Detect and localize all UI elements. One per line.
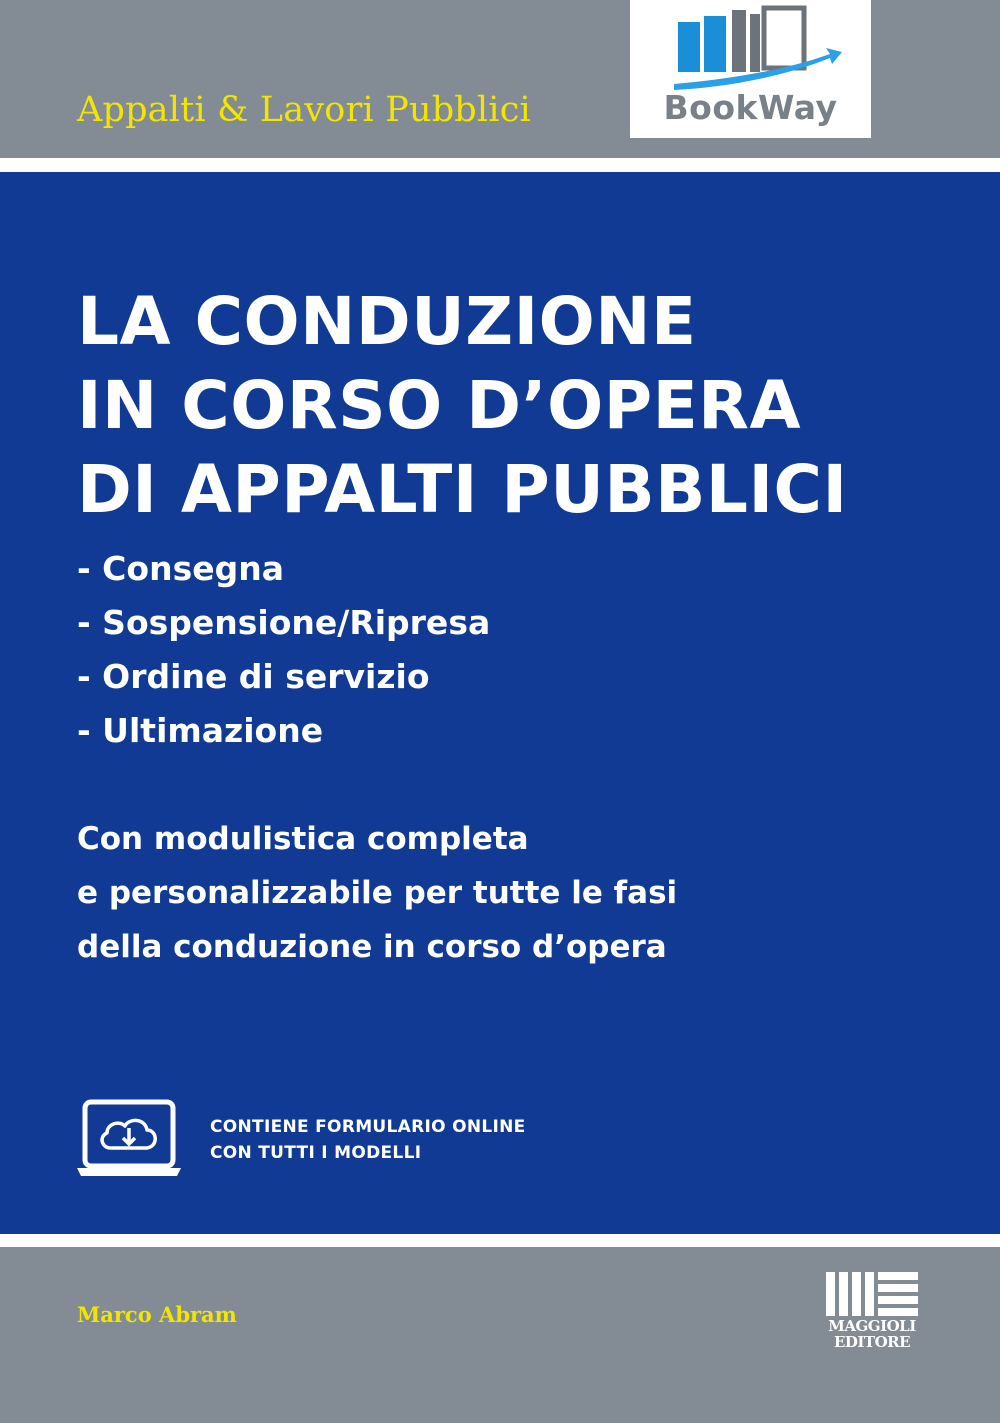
online-note-line: CONTIENE FORMULARIO ONLINE — [210, 1117, 526, 1137]
laptop-cloud-download-icon — [75, 1098, 183, 1180]
topic-item: - Ordine di servizio — [77, 657, 430, 696]
bookway-wordmark: BookWay — [663, 88, 838, 127]
subtitle-line: e personalizzabile per tutte le fasi — [77, 875, 678, 911]
publisher-logo — [822, 1272, 922, 1362]
book-title-line: DI APPALTI PUBBLICI — [77, 451, 848, 528]
publisher-name — [822, 1318, 922, 1350]
topic-list — [77, 542, 490, 758]
book-subtitle — [77, 812, 677, 974]
book-title — [77, 280, 977, 532]
maggioli-me-logo-icon — [826, 1272, 918, 1316]
author-name: Marco Abram — [77, 1302, 237, 1327]
bookway-logo — [630, 0, 871, 138]
topic-item: - Sospensione/Ripresa — [77, 603, 491, 642]
book-title-line: IN CORSO D’OPERA — [77, 367, 802, 444]
series-title: Appalti & Lavori Pubblici — [77, 90, 531, 130]
online-note-line: CON TUTTI I MODELLI — [210, 1143, 422, 1163]
publisher-name-line: MAGGIOLI — [828, 1317, 916, 1335]
publisher-name-line: EDITORE — [833, 1333, 911, 1351]
online-forms-note — [210, 1114, 526, 1166]
book-title-line: LA CONDUZIONE — [77, 283, 697, 360]
subtitle-line: Con modulistica completa — [77, 821, 529, 857]
topic-item: - Consegna — [77, 549, 284, 588]
top-divider — [0, 158, 1000, 172]
bottom-divider — [0, 1234, 1000, 1247]
subtitle-line: della conduzione in corso d’opera — [77, 929, 667, 965]
topic-item: - Ultimazione — [77, 711, 324, 750]
